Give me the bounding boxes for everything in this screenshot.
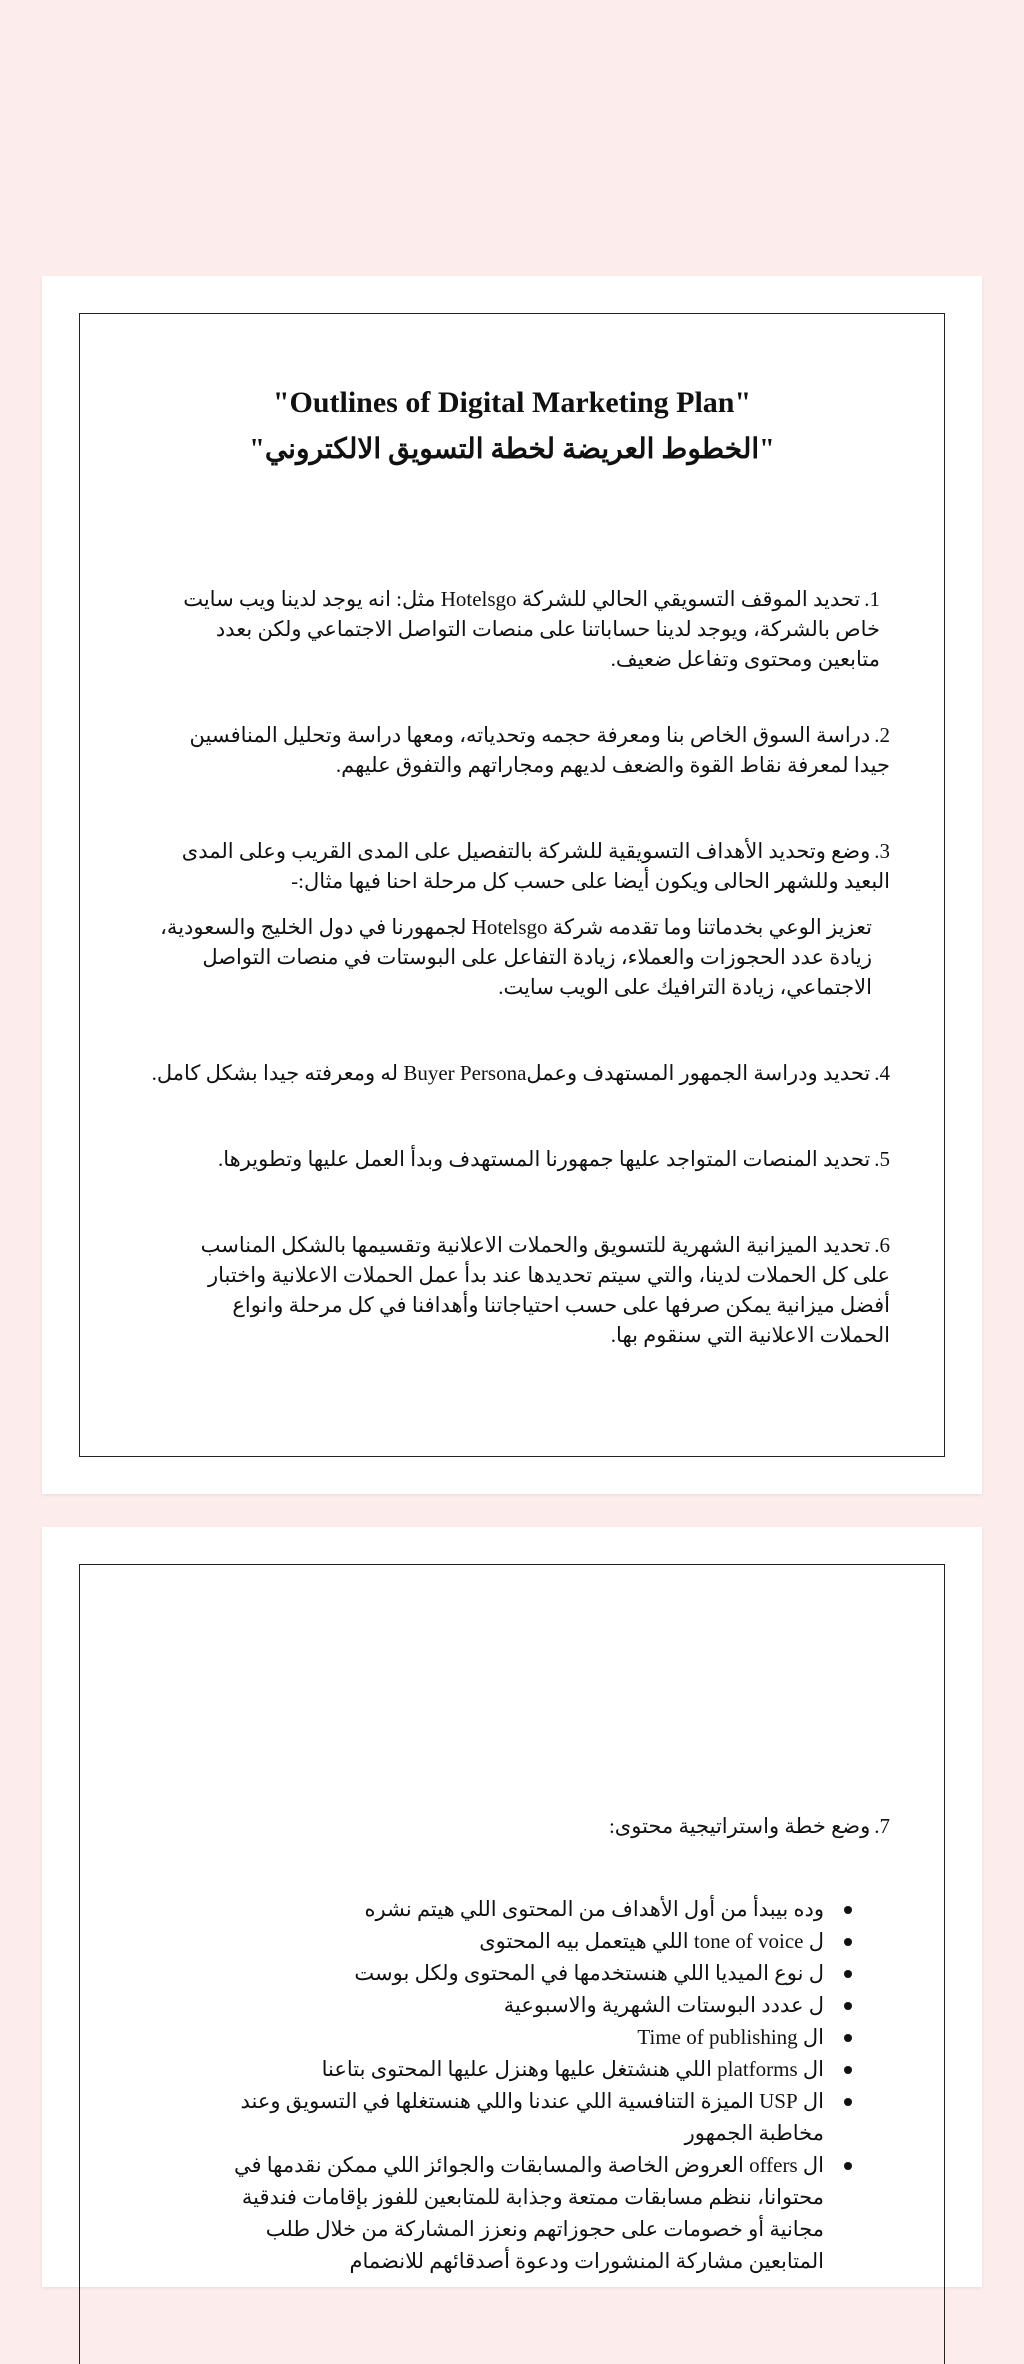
- item-text: تحديد المنصات المتواجد عليها جمهورنا المستهدف وبدأ العمل عليها وتطويرها.: [218, 1147, 871, 1171]
- section-heading-7: [170, 1811, 890, 1841]
- list-item: ل عددد البوستات الشهرية والاسبوعية: [190, 1989, 852, 2021]
- bullet-icon: [844, 1970, 852, 1978]
- item-text: دراسة السوق الخاص بنا ومعرفة حجمه وتحدياته، ومعها دراسة وتحليل المنافسين جيدا لمعرفة نقاط القوة والضعف لديهم ومجاراتهم والتفوق عليهم.: [189, 723, 890, 777]
- item-number: 7.: [874, 1814, 890, 1838]
- item-text: تعزيز الوعي بخدماتنا وما تقدمه شركة Hotelsgo لجمهورنا في دول الخليج والسعودية، زيادة عدد الحجوزات والعملاء، زيادة التفاعل على البوستات في منصات التواصل الاجتماعي، زيادة الترافيك على الويب سايت.: [160, 915, 872, 999]
- bullet-icon: [844, 2034, 852, 2042]
- item-number: 3.: [874, 839, 890, 863]
- list-item: ل نوع الميديا اللي هنستخدمها في المحتوى ولكل بوست: [190, 1957, 852, 1989]
- list-item-3-example: [150, 912, 872, 1002]
- title-english: "Outlines of Digital Marketing Plan": [272, 386, 752, 419]
- list-item: ل tone of voice اللي هيتعمل بيه المحتوى: [190, 1925, 852, 1957]
- list-item-1: [160, 584, 880, 674]
- list-item-5: [170, 1144, 890, 1174]
- item-text: تحديد الميزانية الشهرية للتسويق والحملات الاعلانية وتقسيمها بالشكل المناسب على كل الحملات لدينا، والتي سيتم تحديدها عند بدأ عمل الحملات الاعلانية واختبار أفضل ميزانية يمكن صرفها على حسب احتياجاتنا وأهدافنا في كل مرحلة وانواع الحملات الاعلانية التي سنقوم بها.: [200, 1233, 890, 1347]
- list-item-2: [170, 720, 890, 780]
- bullet-icon: [844, 1906, 852, 1914]
- item-number: 1.: [864, 587, 880, 611]
- bullet-icon: [844, 2002, 852, 2010]
- bullet-icon: [844, 2098, 852, 2106]
- bullet-icon: [844, 2162, 852, 2170]
- item-text: وضع وتحديد الأهداف التسويقية للشركة بالتفصيل على المدى القريب وعلى المدى البعيد وللشهر الحالى ويكون أيضا على حسب كل مرحلة احنا فيها مثال:-: [181, 839, 890, 893]
- title-arabic: "الخطوط العريضة لخطة التسويق الالكتروني": [249, 434, 775, 465]
- heading-text: وضع خطة واستراتيجية محتوى:: [608, 1814, 871, 1838]
- item-number: 5.: [874, 1147, 890, 1171]
- item-number: 2.: [874, 723, 890, 747]
- item-text: تحديد ودراسة الجمهور المستهدف وعملBuyer Persona له ومعرفته جيدا بشكل كامل.: [151, 1061, 871, 1085]
- list-item-4: [150, 1058, 890, 1088]
- list-item: ال platforms اللي هنشتغل عليها وهنزل عليها المحتوى بتاعنا: [190, 2053, 852, 2085]
- list-item-3: [170, 836, 890, 896]
- list-item: ال Time of publishing: [190, 2021, 852, 2053]
- bullet-icon: [844, 2066, 852, 2074]
- list-item: وده بيبدأ من أول الأهداف من المحتوى اللي هيتم نشره: [190, 1893, 852, 1925]
- item-number: 4.: [874, 1061, 890, 1085]
- list-item: ال offers العروض الخاصة والمسابقات والجوائز اللي ممكن نقدمها في محتوانا، ننظم مسابقات ممتعة وجذابة للمتابعين للفوز بإقامات فندقية مجانية أو خصومات على حجوزاتهم ونعزز المشاركة من خلال طلب المتابعين مشاركة المنشورات ودعوة أصدقائهم للانضمام: [190, 2149, 852, 2277]
- page-border-frame: [79, 313, 945, 1457]
- document-page-1: [42, 276, 982, 1494]
- list-item-6: [170, 1230, 890, 1350]
- content-strategy-list: [190, 1893, 852, 2277]
- item-number: 6.: [874, 1233, 890, 1257]
- bullet-icon: [844, 1938, 852, 1946]
- list-item: ال USP الميزة التنافسية اللي عندنا واللي هنستغلها في التسويق وعند مخاطبة الجمهور: [190, 2085, 852, 2149]
- page-border-frame: [79, 1564, 945, 2364]
- item-text: تحديد الموقف التسويقي الحالي للشركة Hotelsgo مثل: انه يوجد لدينا ويب سايت خاص بالشركة، ويوجد لدينا حساباتنا على منصات التواصل الاجتماعي ولكن بعدد متابعين ومحتوى وتفاعل ضعيف.: [183, 587, 880, 671]
- document-page-2: [42, 1527, 982, 2287]
